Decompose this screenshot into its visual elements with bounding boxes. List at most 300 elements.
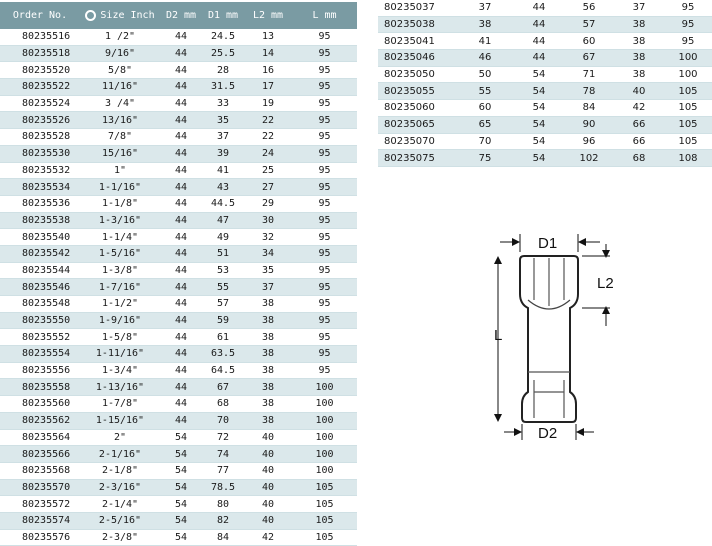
cell-d1: 24.5: [202, 29, 244, 45]
header-d2: D2 mm: [160, 2, 202, 29]
cell-d1: 68: [202, 396, 244, 413]
cell-size: 70: [456, 133, 514, 150]
cell-d1: 28: [202, 62, 244, 79]
left-table-row: [0, 179, 357, 196]
cell-order-no: 80235548: [0, 296, 80, 313]
cell-d2: 54: [514, 100, 564, 117]
cell-d2: 44: [160, 329, 202, 346]
cell-d2: 44: [160, 379, 202, 396]
cell-size: 37: [456, 0, 514, 16]
cell-size: 1-13/16": [80, 379, 160, 396]
cell-l2: 35: [244, 262, 292, 279]
cell-l: 95: [292, 195, 357, 212]
cell-size: 13/16": [80, 112, 160, 129]
cell-order-no: 80235528: [0, 129, 80, 146]
cell-size: 3 /4": [80, 95, 160, 112]
cell-d2: 44: [160, 195, 202, 212]
cell-l2: 38: [244, 412, 292, 429]
cell-l2: 14: [244, 45, 292, 62]
left-table-row: [0, 462, 357, 479]
cell-size: 11/16": [80, 79, 160, 96]
cell-size: 1": [80, 162, 160, 179]
cell-order-no: 80235070: [378, 133, 456, 150]
cell-l2: 38: [244, 362, 292, 379]
cell-d1: 31.5: [202, 79, 244, 96]
cell-size: 1-11/16": [80, 346, 160, 363]
cell-d1: 72: [202, 429, 244, 446]
cell-l2: 38: [614, 16, 664, 33]
left-table-row: [0, 195, 357, 212]
left-table-row: [0, 279, 357, 296]
cell-l2: 17: [244, 79, 292, 96]
left-table-row: [0, 245, 357, 262]
cell-d2: 44: [160, 79, 202, 96]
cell-d2: 54: [160, 479, 202, 496]
right-table-row: [378, 116, 712, 133]
cell-size: 15/16": [80, 145, 160, 162]
cell-l: 95: [292, 262, 357, 279]
cell-order-no: 80235041: [378, 33, 456, 50]
cell-size: 1-3/8": [80, 262, 160, 279]
cell-d1: 70: [202, 412, 244, 429]
header-size-inch-label: Size Inch: [100, 10, 155, 21]
cell-order-no: 80235546: [0, 279, 80, 296]
l2-label: L2: [597, 275, 614, 292]
cell-d1: 71: [564, 66, 614, 83]
cell-d1: 78: [564, 83, 614, 100]
right-spec-table: [378, 0, 712, 167]
cell-d1: 59: [202, 312, 244, 329]
cell-l: 108: [664, 150, 712, 167]
socket-dimension-diagram: [478, 222, 642, 442]
cell-d1: 67: [564, 50, 614, 67]
right-table-row: [378, 133, 712, 150]
cell-d1: 80: [202, 496, 244, 513]
cell-l: 95: [292, 162, 357, 179]
cell-d2: 44: [160, 212, 202, 229]
cell-l: 105: [292, 496, 357, 513]
header-size-inch: [80, 2, 160, 29]
cell-order-no: 80235544: [0, 262, 80, 279]
cell-d1: 84: [202, 529, 244, 546]
left-table-row: [0, 162, 357, 179]
cell-size: 1 /2": [80, 29, 160, 45]
header-order-no: Order No.: [0, 2, 80, 29]
cell-d1: 43: [202, 179, 244, 196]
cell-d1: 64.5: [202, 362, 244, 379]
cell-size: 50: [456, 66, 514, 83]
cell-d1: 37: [202, 129, 244, 146]
cell-l2: 66: [614, 116, 664, 133]
cell-order-no: 80235038: [378, 16, 456, 33]
cell-l: 100: [292, 412, 357, 429]
cell-l2: 16: [244, 62, 292, 79]
cell-d1: 25.5: [202, 45, 244, 62]
cell-size: 2-5/16": [80, 512, 160, 529]
left-table-row: [0, 29, 357, 45]
left-table-row: [0, 329, 357, 346]
left-table-row: [0, 396, 357, 413]
cell-l2: 66: [614, 133, 664, 150]
cell-l: 95: [664, 16, 712, 33]
cell-order-no: 80235075: [378, 150, 456, 167]
cell-size: 2-1/8": [80, 462, 160, 479]
cell-d2: 54: [514, 133, 564, 150]
cell-order-no: 80235540: [0, 229, 80, 246]
cell-order-no: 80235050: [378, 66, 456, 83]
cell-l2: 38: [244, 346, 292, 363]
cell-order-no: 80235046: [378, 50, 456, 67]
cell-order-no: 80235536: [0, 195, 80, 212]
cell-l: 100: [292, 446, 357, 463]
d2-arrowhead-left: [514, 428, 522, 436]
cell-order-no: 80235060: [378, 100, 456, 117]
cell-order-no: 80235574: [0, 512, 80, 529]
left-table-row: [0, 312, 357, 329]
cell-l2: 13: [244, 29, 292, 45]
left-table-row: [0, 79, 357, 96]
cell-size: 1-3/4": [80, 362, 160, 379]
cell-l: 95: [292, 145, 357, 162]
cell-d1: 84: [564, 100, 614, 117]
cell-order-no: 80235558: [0, 379, 80, 396]
cell-l: 95: [292, 312, 357, 329]
cell-size: 60: [456, 100, 514, 117]
cell-d2: 54: [160, 529, 202, 546]
cell-l: 95: [292, 112, 357, 129]
cell-order-no: 80235037: [378, 0, 456, 16]
cell-order-no: 80235566: [0, 446, 80, 463]
cell-l2: 22: [244, 129, 292, 146]
cell-l2: 40: [244, 429, 292, 446]
cell-order-no: 80235534: [0, 179, 80, 196]
cell-l: 105: [292, 479, 357, 496]
right-table-row: [378, 100, 712, 117]
cell-l2: 42: [614, 100, 664, 117]
cell-size: 1-15/16": [80, 412, 160, 429]
cell-order-no: 80235576: [0, 529, 80, 546]
cell-l: 100: [664, 66, 712, 83]
cell-d1: 63.5: [202, 346, 244, 363]
cell-l: 100: [292, 396, 357, 413]
cell-d2: 54: [514, 66, 564, 83]
cell-d2: 44: [160, 312, 202, 329]
cell-size: 2-1/16": [80, 446, 160, 463]
cell-order-no: 80235552: [0, 329, 80, 346]
left-table-row: [0, 346, 357, 363]
cell-l: 105: [664, 83, 712, 100]
cell-size: 1-9/16": [80, 312, 160, 329]
cell-size: 41: [456, 33, 514, 50]
cell-order-no: 80235530: [0, 145, 80, 162]
cell-d2: 54: [160, 462, 202, 479]
cell-d1: 51: [202, 245, 244, 262]
cell-size: 55: [456, 83, 514, 100]
cell-d2: 44: [160, 62, 202, 79]
cell-size: 1-1/8": [80, 195, 160, 212]
cell-size: 1-3/16": [80, 212, 160, 229]
cell-size: 1-1/16": [80, 179, 160, 196]
cell-l: 100: [292, 379, 357, 396]
cell-l2: 40: [244, 512, 292, 529]
cell-d2: 44: [160, 279, 202, 296]
left-table-row: [0, 446, 357, 463]
cell-l2: 37: [244, 279, 292, 296]
cell-l: 95: [292, 362, 357, 379]
cell-size: 2-3/16": [80, 479, 160, 496]
cell-d1: 35: [202, 112, 244, 129]
cell-d1: 39: [202, 145, 244, 162]
left-table-row: [0, 229, 357, 246]
cell-l: 95: [292, 212, 357, 229]
cell-size: 65: [456, 116, 514, 133]
d1-label: D1: [538, 235, 558, 252]
cell-d2: 44: [160, 245, 202, 262]
cell-l: 95: [664, 0, 712, 16]
right-table-row: [378, 0, 712, 16]
cell-size: 5/8": [80, 62, 160, 79]
cell-size: 9/16": [80, 45, 160, 62]
d2-label: D2: [538, 425, 558, 442]
cell-order-no: 80235570: [0, 479, 80, 496]
cell-l2: 38: [244, 396, 292, 413]
cell-l: 95: [292, 45, 357, 62]
cell-d1: 57: [564, 16, 614, 33]
cell-order-no: 80235568: [0, 462, 80, 479]
cell-l: 95: [292, 79, 357, 96]
cell-l2: 38: [614, 50, 664, 67]
cell-l2: 27: [244, 179, 292, 196]
cell-l2: 38: [244, 312, 292, 329]
left-table-row: [0, 112, 357, 129]
left-spec-table: [0, 2, 357, 546]
cell-l2: 19: [244, 95, 292, 112]
cell-d2: 44: [160, 296, 202, 313]
cell-order-no: 80235532: [0, 162, 80, 179]
d1-arrowhead-right: [578, 238, 586, 246]
left-table-row: [0, 429, 357, 446]
left-table-row: [0, 145, 357, 162]
cell-size: 46: [456, 50, 514, 67]
cell-d2: 44: [160, 346, 202, 363]
cell-l: 95: [292, 346, 357, 363]
cell-l2: 29: [244, 195, 292, 212]
cell-order-no: 80235055: [378, 83, 456, 100]
d2-arrowhead-right: [576, 428, 584, 436]
cell-d1: 49: [202, 229, 244, 246]
left-table-row: [0, 95, 357, 112]
cell-order-no: 80235518: [0, 45, 80, 62]
cell-size: 2-3/8": [80, 529, 160, 546]
cell-size: 75: [456, 150, 514, 167]
cell-d2: 54: [160, 446, 202, 463]
cell-d2: 44: [160, 362, 202, 379]
cell-l2: 34: [244, 245, 292, 262]
cell-d1: 78.5: [202, 479, 244, 496]
cell-l2: 25: [244, 162, 292, 179]
cell-d1: 67: [202, 379, 244, 396]
cell-size: 1-1/2": [80, 296, 160, 313]
cell-d1: 44.5: [202, 195, 244, 212]
cell-l: 95: [292, 279, 357, 296]
right-table-row: [378, 16, 712, 33]
cell-l: 95: [292, 62, 357, 79]
cell-d2: 44: [160, 162, 202, 179]
cell-d1: 57: [202, 296, 244, 313]
cell-d2: 54: [514, 83, 564, 100]
cell-size: 38: [456, 16, 514, 33]
cell-l: 105: [664, 116, 712, 133]
header-l: L mm: [292, 2, 357, 29]
cell-l: 95: [664, 33, 712, 50]
left-table-row: [0, 129, 357, 146]
cell-order-no: 80235572: [0, 496, 80, 513]
cell-size: 7/8": [80, 129, 160, 146]
cell-l: 105: [292, 512, 357, 529]
cell-d1: 82: [202, 512, 244, 529]
cell-order-no: 80235562: [0, 412, 80, 429]
left-table-row: [0, 496, 357, 513]
cell-l: 105: [664, 133, 712, 150]
socket-square-drive: [528, 372, 570, 418]
left-table-row: [0, 212, 357, 229]
cell-d1: 60: [564, 33, 614, 50]
cell-d1: 96: [564, 133, 614, 150]
cell-d2: 54: [160, 512, 202, 529]
cell-d1: 56: [564, 0, 614, 16]
cell-l2: 40: [244, 462, 292, 479]
cell-d1: 33: [202, 95, 244, 112]
cell-l2: 40: [244, 479, 292, 496]
cell-d2: 44: [514, 0, 564, 16]
cell-l2: 32: [244, 229, 292, 246]
cell-d1: 74: [202, 446, 244, 463]
cell-l2: 30: [244, 212, 292, 229]
cell-l2: 40: [244, 446, 292, 463]
cell-size: 1-5/16": [80, 245, 160, 262]
cell-order-no: 80235065: [378, 116, 456, 133]
cell-d2: 44: [160, 29, 202, 45]
cell-d2: 44: [160, 179, 202, 196]
cell-d2: 44: [160, 145, 202, 162]
right-table-row: [378, 66, 712, 83]
cell-d2: 54: [514, 150, 564, 167]
cell-l2: 40: [614, 83, 664, 100]
cell-order-no: 80235560: [0, 396, 80, 413]
cell-l: 95: [292, 95, 357, 112]
left-table-row: [0, 479, 357, 496]
socket-hex-lines: [534, 258, 564, 306]
circle-icon: [85, 10, 96, 21]
cell-l: 95: [292, 179, 357, 196]
cell-d1: 53: [202, 262, 244, 279]
cell-l2: 38: [244, 296, 292, 313]
cell-order-no: 80235524: [0, 95, 80, 112]
cell-l2: 24: [244, 145, 292, 162]
cell-l2: 40: [244, 496, 292, 513]
cell-d1: 41: [202, 162, 244, 179]
table-header-row: [0, 2, 357, 29]
cell-order-no: 80235538: [0, 212, 80, 229]
cell-l: 95: [292, 29, 357, 45]
l-arrowhead-top: [494, 256, 502, 264]
cell-size: 1-7/16": [80, 279, 160, 296]
cell-order-no: 80235542: [0, 245, 80, 262]
cell-d2: 44: [514, 50, 564, 67]
cell-l: 95: [292, 245, 357, 262]
cell-l2: 68: [614, 150, 664, 167]
cell-order-no: 80235526: [0, 112, 80, 129]
cell-l2: 38: [244, 329, 292, 346]
cell-size: 1-1/4": [80, 229, 160, 246]
cell-l2: 38: [244, 379, 292, 396]
cell-d2: 54: [160, 496, 202, 513]
header-d1: D1 mm: [202, 2, 244, 29]
cell-size: 2": [80, 429, 160, 446]
left-table-row: [0, 379, 357, 396]
left-table-row: [0, 412, 357, 429]
cell-d1: 90: [564, 116, 614, 133]
d1-arrowhead-left: [512, 238, 520, 246]
cell-size: 2-1/4": [80, 496, 160, 513]
cell-order-no: 80235550: [0, 312, 80, 329]
cell-l: 95: [292, 329, 357, 346]
cell-d2: 44: [160, 45, 202, 62]
cell-l: 95: [292, 229, 357, 246]
cell-size: 1-5/8": [80, 329, 160, 346]
l-label: L: [494, 327, 503, 344]
cell-d2: 44: [160, 229, 202, 246]
cell-l: 100: [292, 429, 357, 446]
cell-order-no: 80235556: [0, 362, 80, 379]
cell-d2: 44: [160, 262, 202, 279]
left-table-row: [0, 62, 357, 79]
cell-l: 100: [664, 50, 712, 67]
cell-order-no: 80235520: [0, 62, 80, 79]
cell-size: 1-7/8": [80, 396, 160, 413]
cell-d2: 54: [514, 116, 564, 133]
cell-order-no: 80235564: [0, 429, 80, 446]
cell-l: 105: [292, 529, 357, 546]
l2-arrowhead-bottom: [602, 306, 610, 314]
cell-d2: 44: [160, 396, 202, 413]
cell-d1: 55: [202, 279, 244, 296]
header-l2: L2 mm: [244, 2, 292, 29]
cell-d1: 102: [564, 150, 614, 167]
cell-l2: 37: [614, 0, 664, 16]
right-table-row: [378, 33, 712, 50]
cell-d2: 44: [514, 33, 564, 50]
cell-order-no: 80235554: [0, 346, 80, 363]
cell-l: 105: [664, 100, 712, 117]
right-table-row: [378, 150, 712, 167]
cell-d1: 77: [202, 462, 244, 479]
l2-arrowhead-top: [602, 250, 610, 258]
left-table-row: [0, 262, 357, 279]
left-table-row: [0, 45, 357, 62]
left-table-row: [0, 362, 357, 379]
cell-l2: 38: [614, 66, 664, 83]
cell-order-no: 80235522: [0, 79, 80, 96]
cell-l: 100: [292, 462, 357, 479]
cell-d2: 44: [160, 95, 202, 112]
cell-d2: 44: [160, 412, 202, 429]
left-table-row: [0, 296, 357, 313]
cell-d1: 61: [202, 329, 244, 346]
cell-order-no: 80235516: [0, 29, 80, 45]
cell-d2: 44: [514, 16, 564, 33]
cell-d2: 44: [160, 129, 202, 146]
